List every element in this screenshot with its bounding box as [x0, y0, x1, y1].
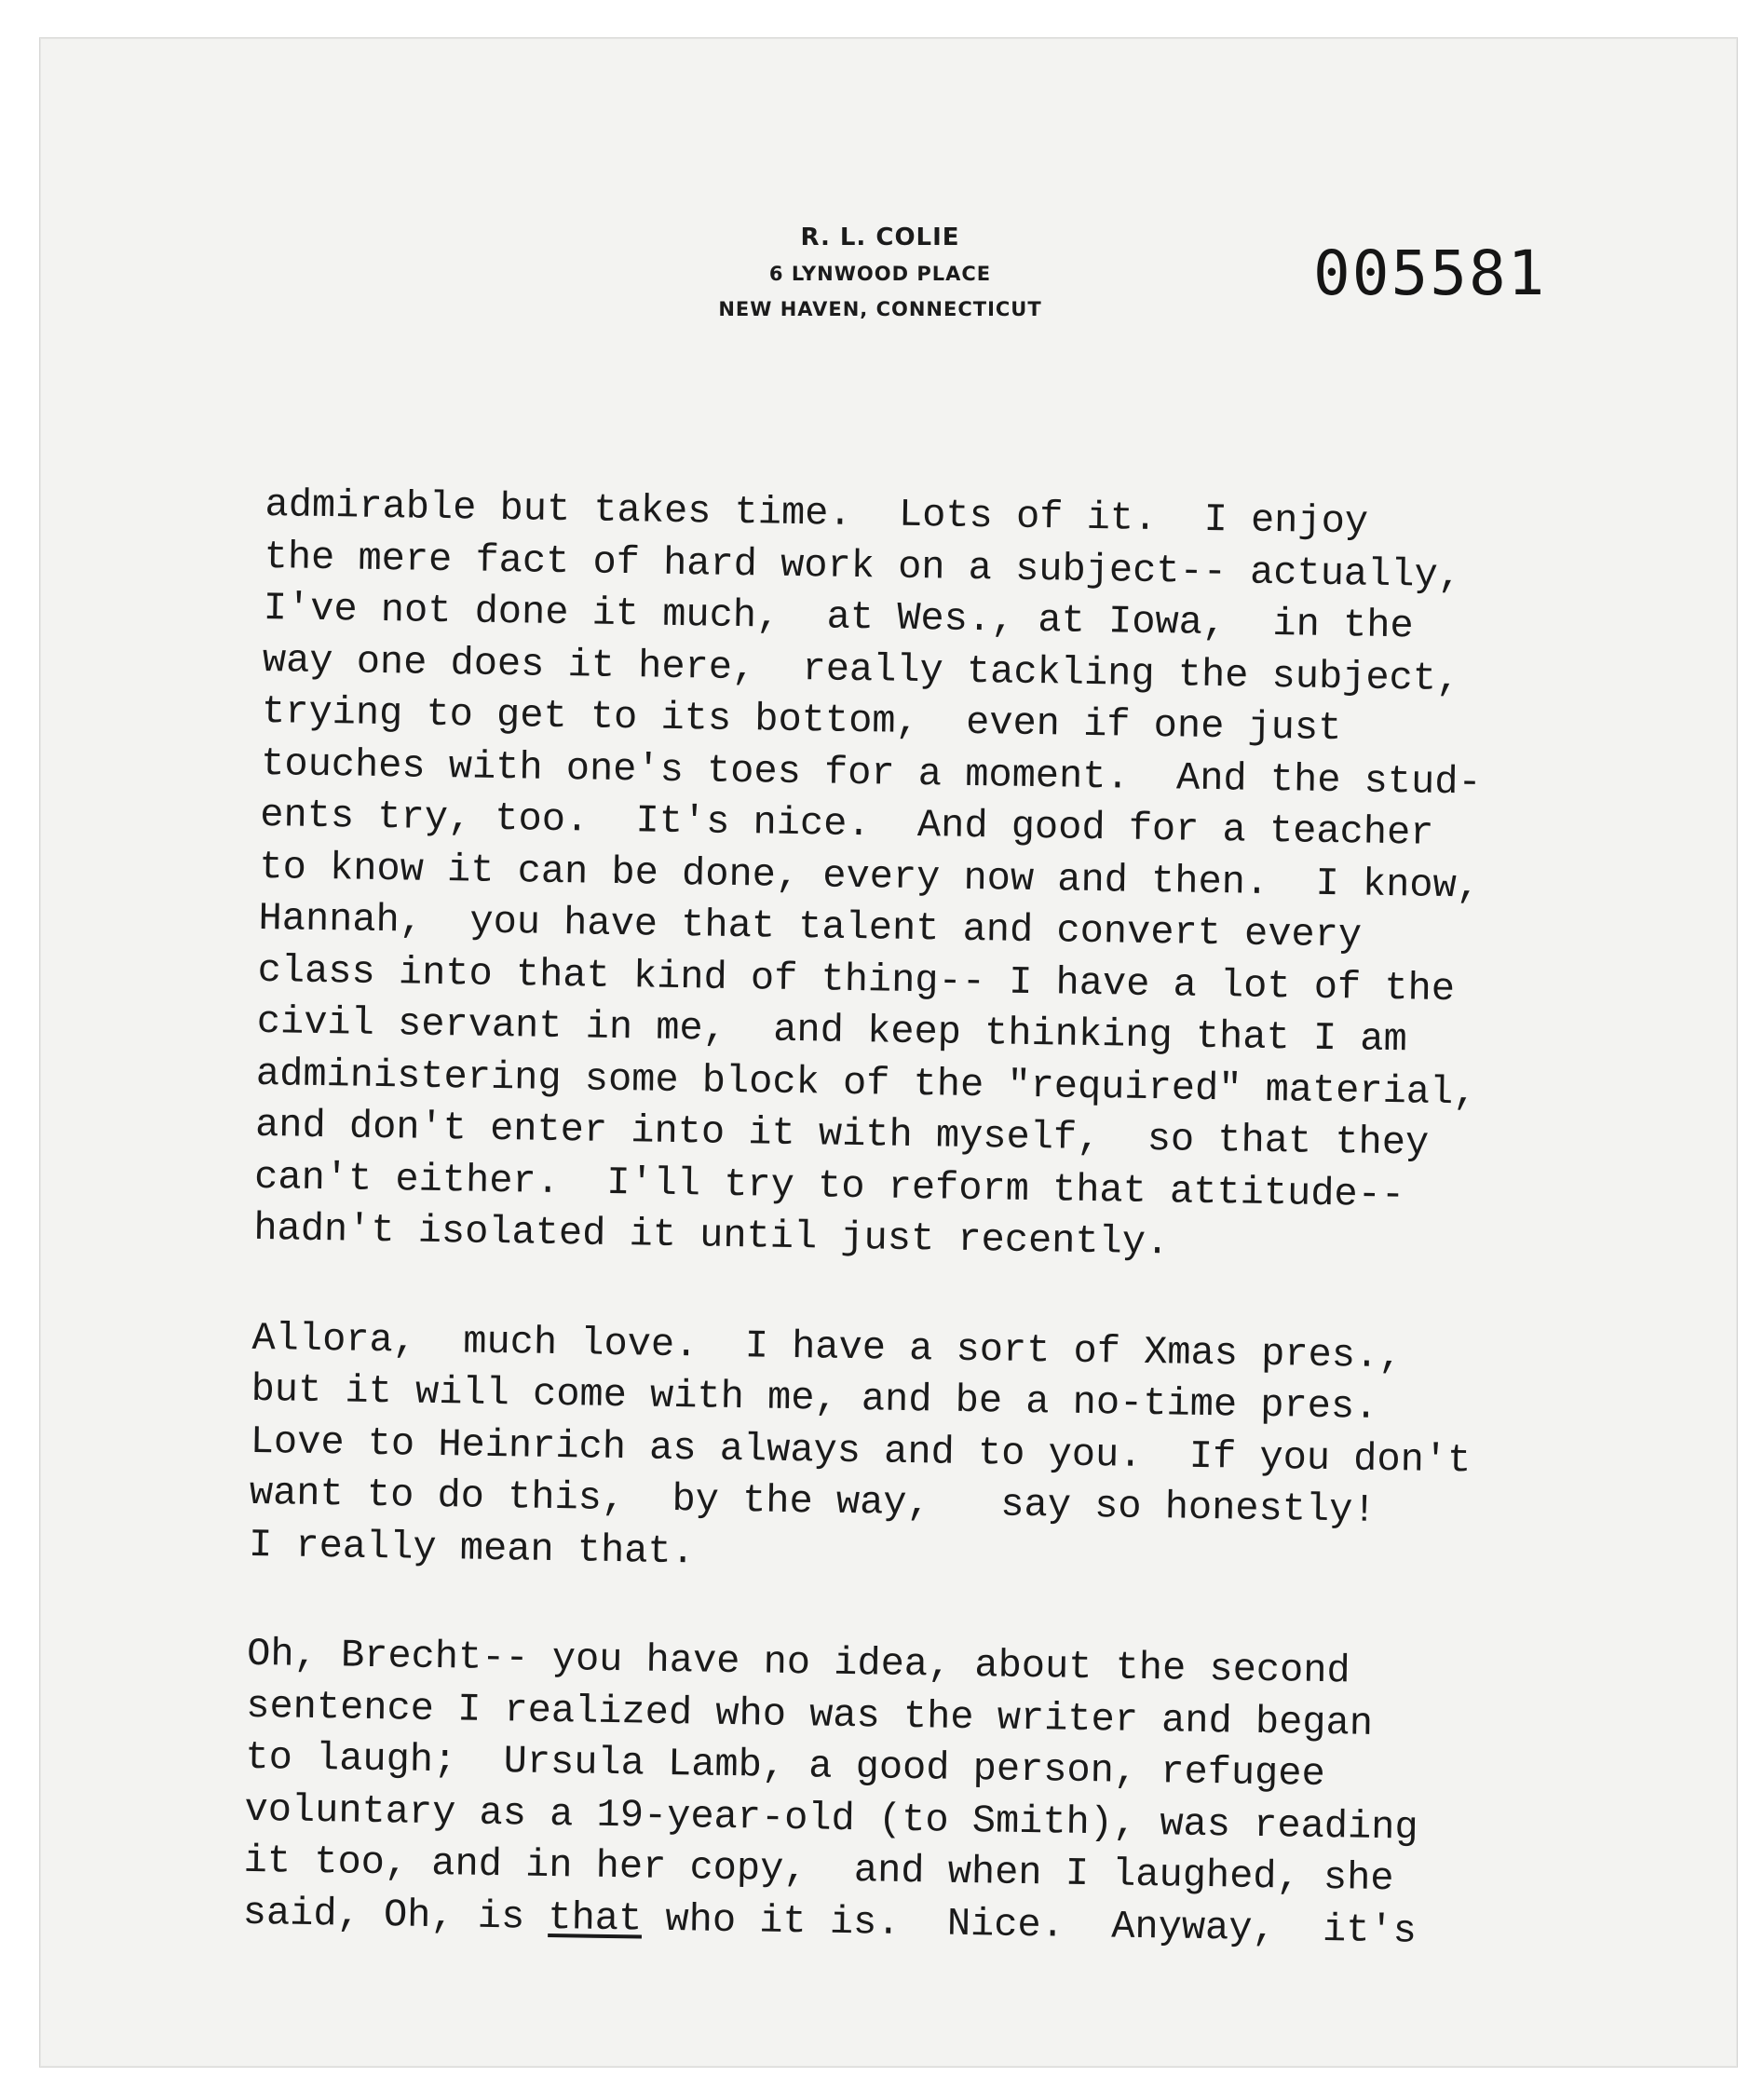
text-line: civil servant in me, and keep thinking that I am — [256, 998, 1408, 1063]
text-line: touches with one's toes for a moment. And the stud- — [260, 740, 1483, 806]
text-line: hadn't isolated it until just recently. — [252, 1205, 1170, 1266]
letterhead-street: 6 LYNWOOD PLACE — [768, 263, 992, 285]
document-number-stamp: 005581 — [1313, 237, 1547, 309]
text-line: admirable but takes time. Lots of it. I enjoy — [265, 482, 1369, 545]
letterhead-city: NEW HAVEN, CONNECTICUT — [718, 298, 1042, 320]
text-line: I've not done it much, at Wes., at Iowa, in the — [263, 585, 1415, 649]
text-line: Allora, much love. I have a sort of Xmas pres., — [251, 1315, 1403, 1378]
text-line: sentence I realized who was the writer and began — [245, 1683, 1374, 1746]
text-line: ents try, too. It's nice. And good for a teacher — [259, 792, 1434, 856]
text-line: Love to Heinrich as always and to you. If you don't — [250, 1418, 1472, 1483]
letter-body — [242, 480, 1717, 1961]
letterhead — [652, 224, 1108, 333]
letterhead-name: R. L. COLIE — [800, 224, 960, 251]
text-line: way one does it here, really tackling the subject, — [262, 637, 1460, 701]
text-line: and don't enter into it with myself, so that they — [254, 1102, 1430, 1166]
text-line: I really mean that. — [248, 1522, 696, 1574]
text-line: to know it can be done, every now and then. I know, — [259, 844, 1481, 909]
text-line: it too, and in her copy, and when I laughed, she — [243, 1838, 1394, 1902]
paragraph-2 — [249, 1312, 1705, 1594]
underlined-word: that — [548, 1894, 643, 1942]
text-line: administering some block of the "required" material, — [255, 1051, 1477, 1116]
paragraph-1 — [253, 480, 1718, 1278]
text-line: class into that kind of thing-- I have a lot of the — [257, 947, 1456, 1011]
text-line: Hannah, you have that talent and convert every — [258, 895, 1363, 958]
text-line: trying to get to its bottom, even if one just — [261, 688, 1342, 752]
text-line: Oh, Brecht-- you have no idea, about the second — [246, 1631, 1351, 1694]
text-line: voluntary as a 19-year-old (to Smith), was reading — [244, 1786, 1419, 1851]
paragraph-3 — [242, 1629, 1700, 1961]
text-run: who it is. Nice. Anyway, it's — [641, 1896, 1418, 1954]
text-run: said, Oh, is — [242, 1890, 549, 1940]
text-line: the mere fact of hard work on a subject-- actually, — [264, 534, 1462, 598]
text-line: can't either. I'll try to reform that attitude-- — [253, 1154, 1405, 1217]
text-line: want to do this, by the way, say so honestly! — [249, 1470, 1377, 1533]
text-line: but it will come with me, and be a no-time pres. — [251, 1366, 1378, 1430]
text-line: to laugh; Ursula Lamb, a good person, refugee — [245, 1734, 1326, 1798]
